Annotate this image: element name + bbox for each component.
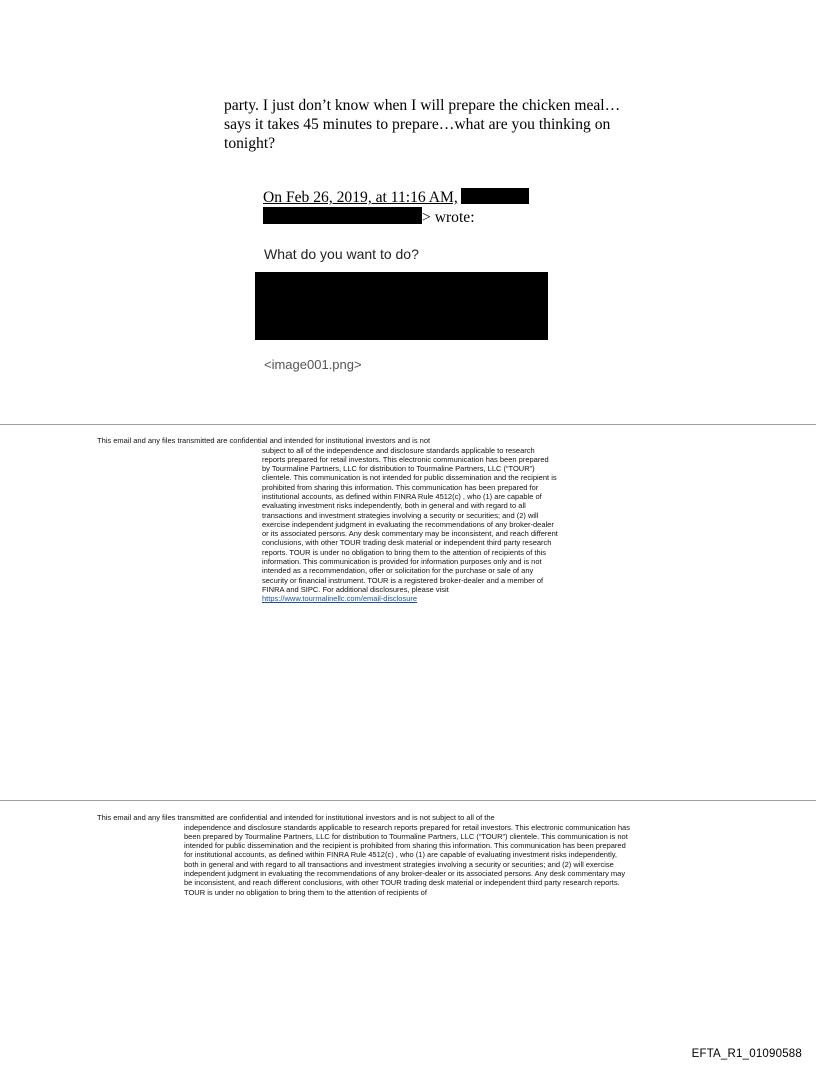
quoted-header-date: On Feb 26, 2019, at 11:16 AM, [263,189,458,206]
disclosure-link[interactable]: https://www.tourmalinellc.com/email-disclosure [262,594,418,604]
disclaimer-2-body: independence and disclosure standards applicable to research reports prepared for retail investors. This electronic communication has been prepared by Tourmaline Partners, LLC for distribution to Tourmaline Partners, LLC (“TOUR”) clientele. This communication is not intended for public dissemination and the recipient is prohibited from sharing this information. This communication has been prepared for institutional accounts, as defined within FINRA Rule 4512(c) , who (1) are capable of evaluating investment risks independently, both in general and with regard to all transactions and investment strategies involving a security or securities; and (2) will exercise independent judgment in evaluating the recommendations of any broker-dealer or its associated persons. Any desk commentary may be inconsistent, and reach different conclusions, with other TOUR trading desk material or independent third party research reports. TOUR is under no obligation to bring them to the attention of recipients of [184,822,630,897]
divider-1 [0,424,816,425]
redacted-sender-name [461,188,529,204]
document-id: EFTA_R1_01090588 [691,1048,802,1060]
disclaimer-1-first-line: This email and any files transmitted are confidential and intended for institutional investors and is not [97,436,431,445]
email-body-paragraph: party. I just don’t know when I will prepare the chicken meal…says it takes 45 minutes to prepare…what are you thinking on tonight? [224,97,621,152]
attachment-placeholder: <image001.png> [264,357,362,372]
redacted-sender-email [263,207,422,224]
quoted-header-line2 [263,207,563,227]
redacted-block [255,272,548,340]
divider-2 [0,800,816,801]
disclaimer-1-text: subject to all of the independence and disclosure standards applicable to research reports prepared for retail investors. This electronic communication has been prepared by Tourmaline Partners, LLC for distribution to Tourmaline Partners, LLC (“TOUR”) clientele. This communication is not intended for public dissemination and the recipient is prohibited from sharing this information. This communication has been prepared for institutional accounts, as defined within FINRA Rule 4512(c) , who (1) are capable of evaluating investment risks independently, both in general and with regard to all transactions and investment strategies involving a security or securities; and (2) will exercise independent judgment in evaluating the recommendations of any broker-dealer or its associated persons. Any desk commentary may be inconsistent, and reach different conclusions, with other TOUR trading desk material or independent third party research reports. TOUR is under no obligation to bring them to the attention of recipients of this information. This communication is provided for information purposes only and is not intended as a recommendation, offer or solicitation for the purchase or sale of any security or financial instrument. TOUR is a registered broker-dealer and a member of FINRA and SIPC. For additional disclosures, please visit [262,445,558,594]
quoted-question: What do you want to do? [264,246,419,262]
quoted-header-line1 [263,188,563,207]
quoted-header-wrote: > wrote: [422,209,475,226]
disclaimer-2-first-line: This email and any files transmitted are confidential and intended for institutional investors and is not subject to all of the [97,813,495,822]
disclaimer-1-body [262,446,558,604]
quoted-header [263,188,563,227]
